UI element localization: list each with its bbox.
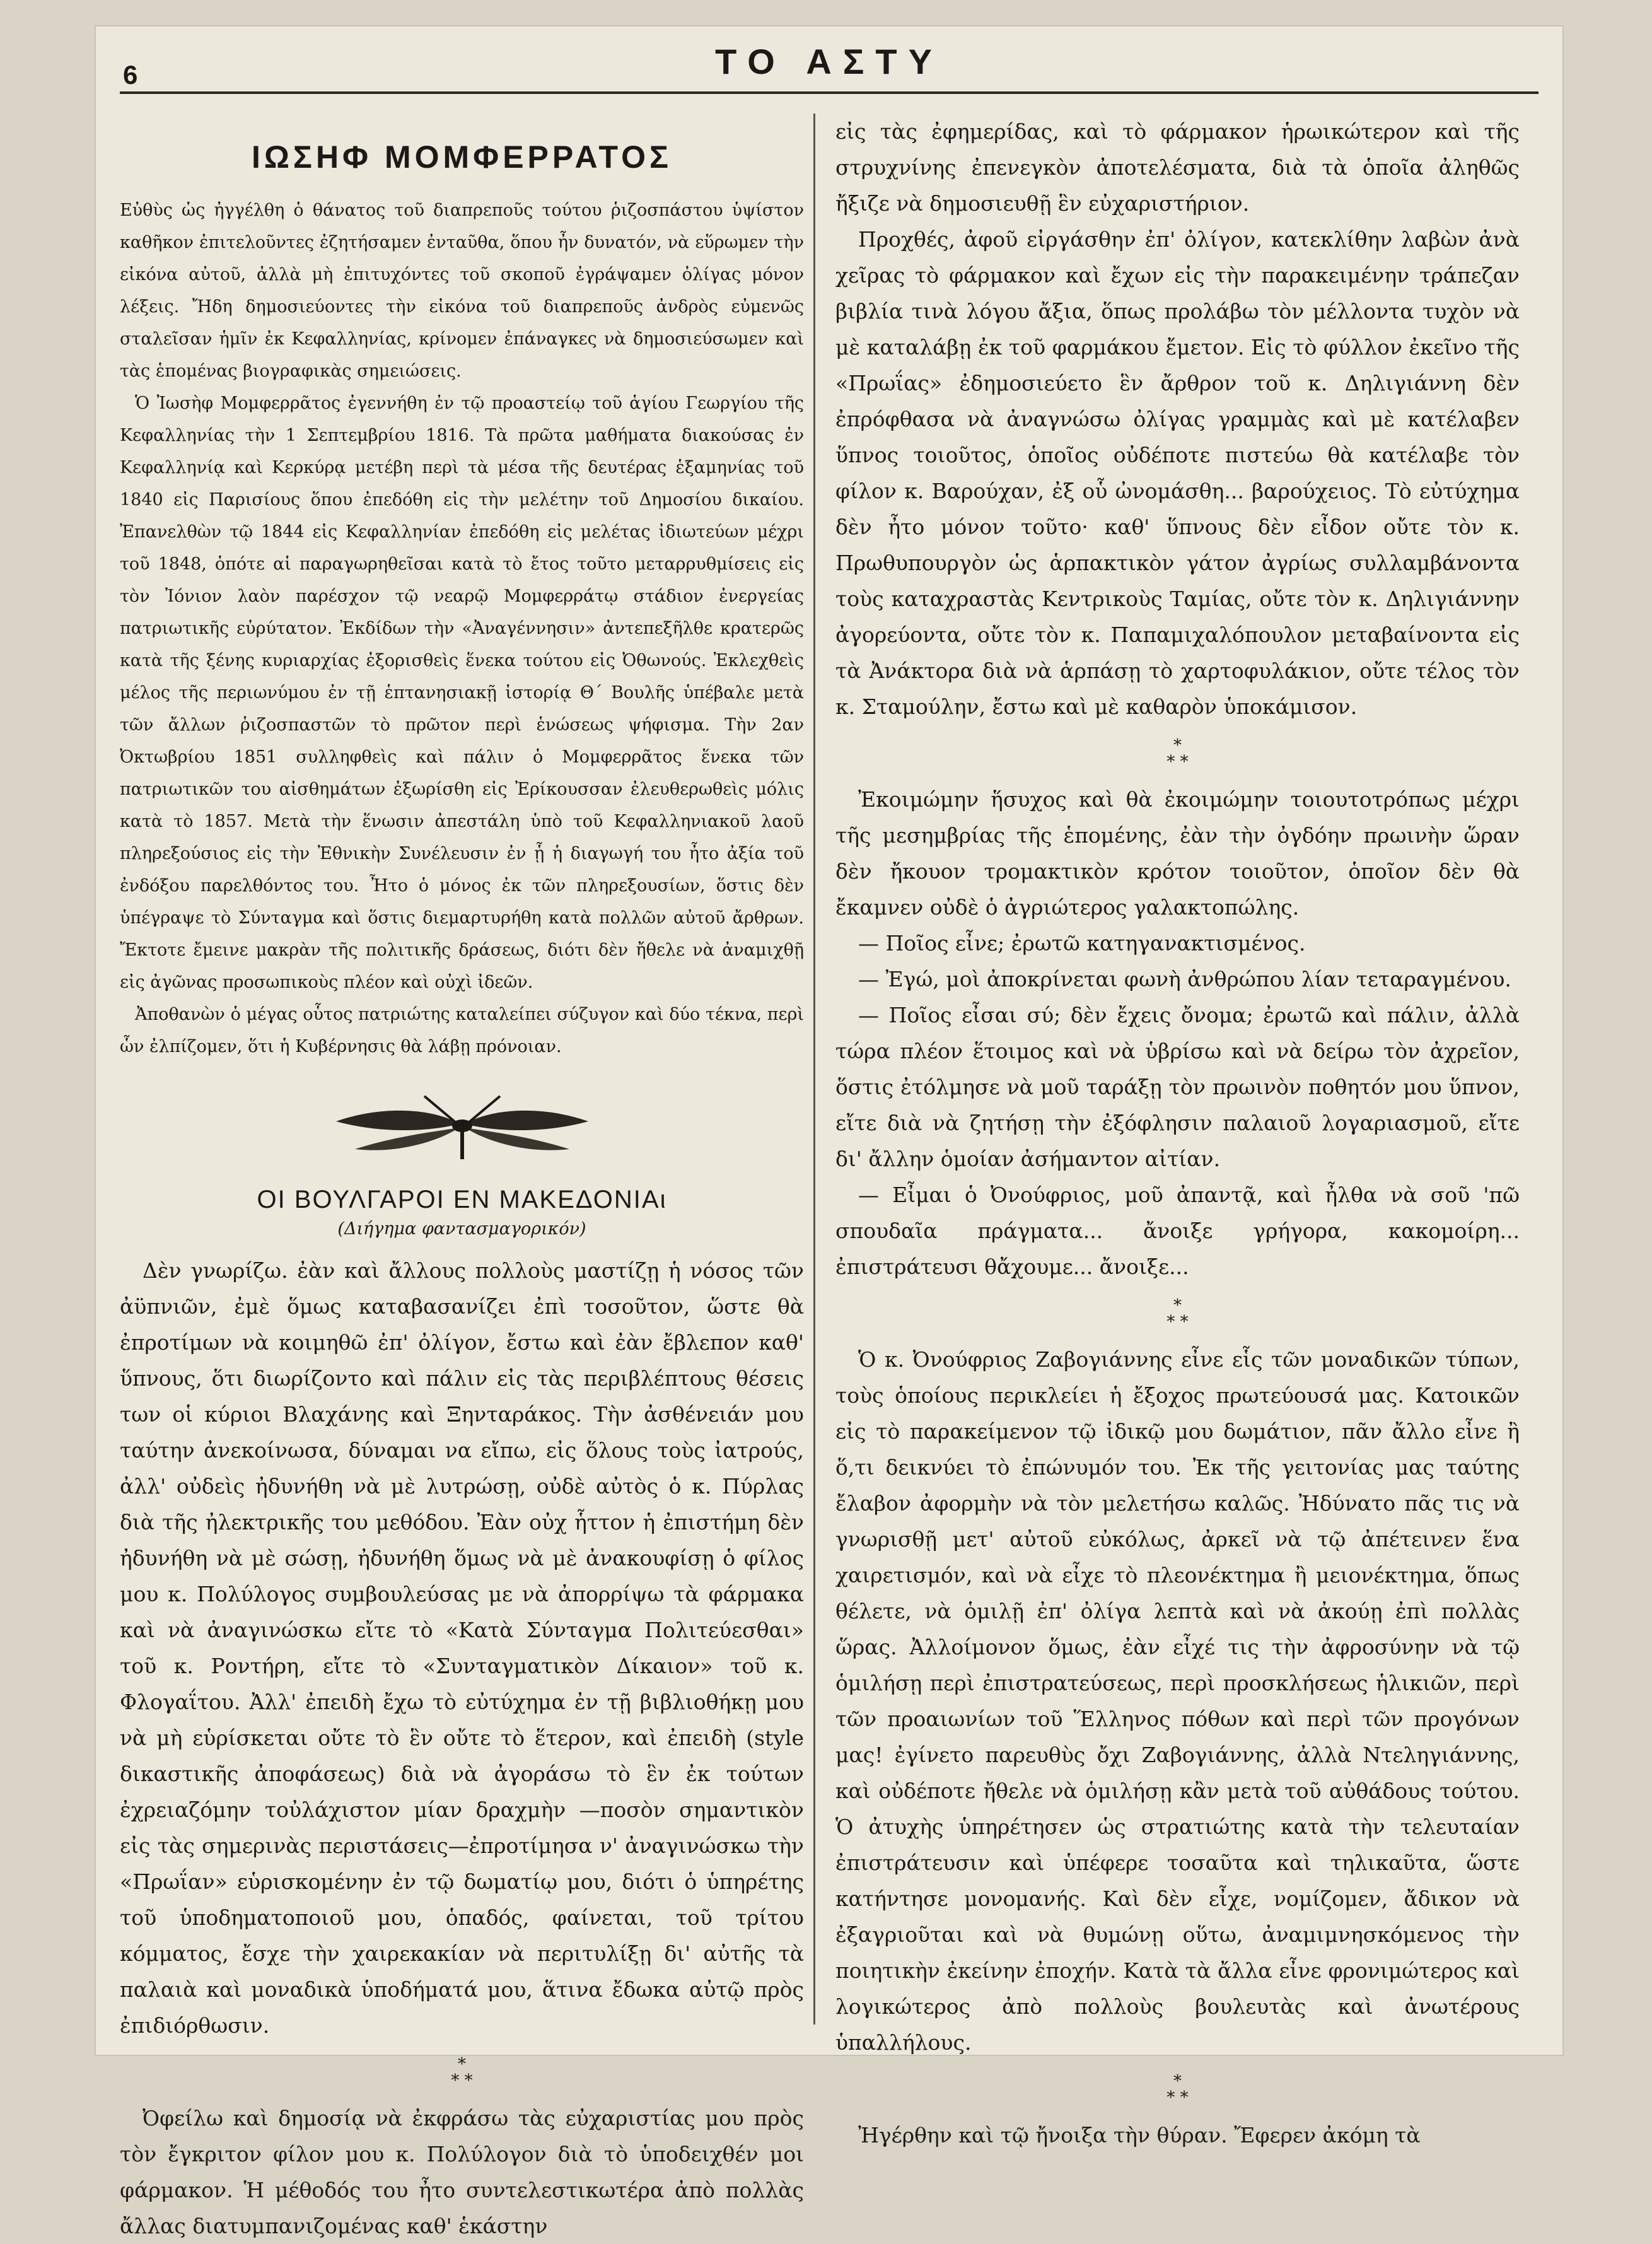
column-rule (813, 114, 815, 2025)
section-divider: * * * (1166, 2072, 1189, 2107)
article-subtitle: (Διήγημα φαντασμαγορικόν) (337, 1219, 586, 1239)
article-paragraph: Εὐθὺς ὡς ἠγγέλθη ὁ θάνατος τοῦ διαπρεποῦς τούτου ῥιζοσπάστου ὑψίστον καθῆκον ἐπιτελοῦντες ἐζητήσαμεν ἐνταῦθα, ὅπου ἦν δυνατόν, νὰ εὕρωμεν τὴν εἰκόνα αὐτοῦ, ἀλλὰ μὴ ἐπιτυχόντες τοῦ σκοποῦ ἐγράψαμεν ὀλίγας μόνον λέξεις. Ἤδη δημοσιεύοντες τὴν εἰκόνα τοῦ διαπρεποῦς ἀνδρὸς εὐμενῶς σταλεῖσαν ἡμῖν ἐκ Κεφαλληνίας, κρίνομεν ἐπάναγκες νὰ δημοσιεύσωμεν καὶ τὰς ἑπομένας βιογραφικὰς σημειώσεις. (120, 201, 804, 381)
story-paragraph: εἰς τὰς ἐφημερίδας, καὶ τὸ φάρμακον ἡρωικώτερον καὶ τῆς στρυχνίνης ἐπενεγκὸν ἀποτελέσματα, διὰ τὰ ὁποῖα ἀληθῶς ἤξιζε νὰ δημοσιευθῇ ἓν εὐχαριστήριον. (835, 119, 1520, 216)
right-column (835, 114, 1520, 2148)
header-rule (120, 91, 1539, 94)
section-divider: * * * (1166, 736, 1189, 771)
dragonfly-ornament (330, 1091, 595, 1160)
story-paragraph: Δὲν γνωρίζω. ἐὰν καὶ ἄλλους πολλοὺς μαστίζῃ ἡ νόσος τῶν ἀϋπνιῶν, ἐμὲ ὅμως καταβασανίζει ἐπὶ τοσοῦτον, ὥστε θὰ ἐπροτίμων νὰ κοιμηθῶ ἐπ' ὀλίγον, ἔστω καὶ ἐὰν ἔβλεπον καθ' ὕπνους, ὅτι διωρίζοντο καὶ πάλιν εἰς τὰς περιβλέπτους θέσεις των οἱ κύριοι Βλαχάνης καὶ Ξηνταράκος. Τὴν ἀσθένειάν μου ταύτην ἀνεκοίνωσα, δύναμαι να εἴπω, εἰς ὅλους τοὺς ἰατρούς, ἀλλ' οὐδεὶς ἠδυνήθη νὰ μὲ λυτρώσῃ, οὐδὲ αὐτὸς ὁ κ. Πύρλας διὰ τῆς ἠλεκτρικῆς του μεθόδου. Ἐὰν οὐχ ἧττον ἡ ἐπιστήμη δὲν ἠδυνήθη νὰ μὲ σώσῃ, ἠδυνήθη ὅμως νὰ μὲ ἀνακουφίσῃ ὁ φίλος μου κ. Πολύλογος συμβουλεύσας με νὰ ἀπορρίψω τὰ φάρμακα καὶ νὰ ἀναγινώσκω εἴτε τὸ «Κατὰ Σύνταγμα Πολιτεύεσθαι» τοῦ κ. Ροντήρη, εἴτε τὸ «Συνταγματικὸν Δίκαιον» τοῦ κ. Φλογαΐτου. Ἀλλ' ἐπειδὴ ἔχω τὸ εὐτύχημα ἐν τῇ βιβλιοθήκῃ μου νὰ μὴ εὑρίσκεται οὔτε τὸ ἓν οὔτε τὸ ἕτερον, καὶ ἐπειδὴ (style δικαστικῆς ἀποφάσεως) διὰ νὰ ἀγοράσω τὸ ἓν ἐκ τούτων ἐχρειαζόμην τοὐλάχιστον μίαν δραχμὴν —ποσὸν σημαντικὸν εἰς τὰς σημερινὰς περιστάσεις—ἐπροτίμησα ν' ἀναγινώσκω τὴν «Πρωΐαν» εὑρισκομένην ἐν τῷ δωματίῳ μου, διότι ὁ ὑπηρέτης τοῦ ὑποδηματοποιοῦ μου, ὁπαδός, φαίνεται, τοῦ τρίτου κόμματος, ἔσχε τὴν χαιρεκακίαν νὰ περιτυλίξῃ δι' αὐτῆς τὰ παλαιὰ καὶ μοναδικὰ ὑποδήματά μου, ἅτινα ἔδωκα αὐτῷ πρὸς ἐπιδιόρθωσιν. (120, 1258, 804, 2038)
newspaper-page (95, 25, 1564, 2238)
story-paragraph: Προχθές, ἀφοῦ εἰργάσθην ἐπ' ὀλίγον, κατεκλίθην λαβὼν ἀνὰ χεῖρας τὸ φάρμακον καὶ ἔχων εἰς τὴν παρακειμένην τράπεζαν βιβλία τινὰ λόγου ἄξια, ὅπως προλάβω τὸν μέλλοντα τυχὸν νὰ μὲ καταλάβῃ ἐκ τοῦ φαρμάκου ἔμετον. Εἰς τὸ φύλλον ἐκεῖνο τῆς «Πρωΐας» ἐδημοσιεύετο ἓν ἄρθρον τοῦ κ. Δηλιγιάννη δὲν ἐπρόφθασα νὰ ἀναγνώσω ὀλίγας γραμμὰς καὶ μὲ κατέλαβεν ὕπνος τοιοῦτος, ὁποῖος οὐδέποτε πιστεύω θὰ κατέλαβε τὸν φίλον κ. Βαρούχαν, ἐξ οὗ ὠνομάσθη... βαρούχειος. Τὸ εὐτύχημα δὲν ἦτο μόνον τοῦτο· καθ' ὕπνους δὲν εἶδον οὔτε τὸν κ. Πρωθυπουργὸν ὡς ἁρπακτικὸν γάτον ἀγρίως συλλαμβάνοντα τοὺς καταχραστὰς Κεντρικοὺς Ταμίας, οὔτε τὸν κ. Δηλιγιάννην ἀγορεύοντα, οὔτε τὸν κ. Παπαμιχαλόπουλον μεταβαίνοντα εἰς τὰ Ἀνάκτορα διὰ νὰ ἁρπάσῃ τὸ χαρτοφυλάκιον, οὔτε τέλος τὸν κ. Σταμούλην, ἔστω καὶ μὲ καθαρὸν ὑποκάμισον. (835, 227, 1520, 719)
article-paragraph: Ἀποθανὼν ὁ μέγας οὗτος πατριώτης καταλείπει σύζυγον καὶ δύο τέκνα, περὶ ὧν ἐλπίζομεν, ὅτι ἡ Κυβέρνησις θὰ λάβῃ πρόνοιαν. (120, 1005, 804, 1056)
story-paragraph: Ἐκοιμώμην ἥσυχος καὶ θὰ ἐκοιμώμην τοιουτοτρόπως μέχρι τῆς μεσημβρίας τῆς ἑπομένης, ἐὰν τὴν ὀγδόην πρωινὴν ὥραν δὲν ἤκουον τρομακτικὸν κρότον τοιοῦτον, ὁποῖον δὲν θὰ ἔκαμνεν οὐδὲ ὁ ἀγριώτερος γαλακτοπώλης. (835, 787, 1520, 920)
page-number: 6 (123, 60, 138, 90)
article-paragraph: Ὁ Ἰωσὴφ Μομφερρᾶτος ἐγεννήθη ἐν τῷ προαστείῳ τοῦ ἁγίου Γεωργίου τῆς Κεφαλληνίας τὴν 1 Σεπτεμβρίου 1816. Τὰ πρῶτα μαθήματα διακούσας ἐν Κεφαλληνίᾳ καὶ Κερκύρᾳ μετέβη περὶ τὰ μέσα τῆς δευτέρας ἑξαμηνίας τοῦ 1840 εἰς Παρισίους ὅπου ἐπεδόθη εἰς τὴν μελέτην τοῦ Δημοσίου δικαίου. Ἐπανελθὼν τῷ 1844 εἰς Κεφαλληνίαν ἐπεδόθη εἰς μελέτας ἰδιωτεύων μέχρι τοῦ 1848, ὁπότε αἱ παραγωρηθεῖσαι κατὰ τὸ ἔτος τοῦτο μεταρρυθμίσεις εἰς τὸν Ἰόνιον λαὸν παρέσχον τῷ νεαρῷ Μομφερράτῳ στάδιον ἐνεργείας πατριωτικῆς εὐρύτατον. Ἐκδίδων τὴν «Ἀναγέννησιν» ἀντεπεξῆλθε κρατερῶς κατὰ τῆς ξένης κυριαρχίας ἐξορισθεὶς ἕνεκα τούτου εἰς Ὀθωνούς. Ἐκλεχθεὶς μέλος τῆς περιωνύμου ἐν τῇ ἑπτανησιακῇ ἱστορίᾳ Θ΄ Βουλῆς ὑπέβαλε μετὰ τῶν ἄλλων ῥιζοσπαστῶν τὸ πρῶτον περὶ ἑνώσεως ψήφισμα. Τὴν 2αν Ὀκτωβρίου 1851 συλληφθεὶς καὶ πάλιν ὁ Μομφερρᾶτος ἕνεκα τῶν πατριωτικῶν του αἰσθημάτων ἐξωρίσθη εἰς Ἐρίκουσσαν ἐλευθερωθεὶς μόλις κατὰ τὸ 1857. Μετὰ τὴν ἕνωσιν ἀπεστάλη ὑπὸ τοῦ Κεφαλληνιακοῦ λαοῦ πληρεξούσιος εἰς τὴν Ἐθνικὴν Συνέλευσιν ἐν ᾗ ἡ διαγωγή του ἦτο ἀξία τοῦ ἐνδόξου παρελθόντος του. Ἦτο ὁ μόνος ἐκ τῶν πληρεξουσίων, ὅστις δὲν ὑπέγραψε τὸ Σύνταγμα καὶ ὅστις διεμαρτυρήθη κατὰ πολλῶν αὐτοῦ ἄρθρων. Ἔκτοτε ἔμεινε μακρὰν τῆς πολιτικῆς δράσεως, διότι δὲν ἤθελε νὰ ἀναμιχθῇ εἰς ἀγῶνας προσωπικοὺς πλέον καὶ οὐχὶ ἰδεῶν. (120, 394, 804, 992)
section-divider: * * * (451, 2055, 473, 2090)
section-divider: * * * (1166, 1296, 1189, 1331)
article-title-bulgarians: ΟΙ ΒΟΥΛΓΑΡΟΙ ΕΝ ΜΑΚΕΔΟΝΙΑι (257, 1186, 667, 1213)
story-paragraph: Ἠγέρθην καὶ τῷ ἤνοιξα τὴν θύραν. Ἔφερεν ἀκόμη τὰ (858, 2123, 1421, 2148)
story-paragraph: Ὀφείλω καὶ δημοσίᾳ νὰ ἐκφράσω τὰς εὐχαριστίας μου πρὸς τὸν ἔγκριτον φίλον μου κ. Πολύλογον διὰ τὸ ὑποδειχθέν μοι φάρμακον. Ἡ μέθοδός του ἦτο συντελεστικωτέρα ἀπὸ πολλὰς ἄλλας διατυμπανιζομένας καθ' ἑκάστην (120, 2106, 804, 2238)
left-column (120, 114, 804, 2238)
running-head: ΤΟ ΑΣΤΥ (715, 42, 943, 81)
dialogue-line: — Ποῖος εἶσαι σύ; δὲν ἔχεις ὄνομα; ἐρωτῶ καὶ πάλιν, ἀλλὰ τώρα πλέον ἕτοιμος καὶ νὰ ὑβρίσω καὶ νὰ δείρω τὸν ἀχρεῖον, ὅστις ἐτόλμησε νὰ μοῦ ταράξῃ τὸν πρωινὸν ποθητόν μου ὕπνον, εἴτε διὰ νὰ ζητήσῃ τὴν ἐξόφλησιν παλαιοῦ λογαριασμοῦ, εἴτε δι' ἄλλην ὁμοίαν ἀσήμαντον αἰτίαν. (835, 1003, 1520, 1171)
story-paragraph: Ὁ κ. Ὀνούφριος Ζαβογιάννης εἶνε εἷς τῶν μοναδικῶν τύπων, τοὺς ὁποίους περικλείει ἡ ἔξοχος πρωτεύουσά μας. Κατοικῶν εἰς τὸ παρακείμενον τῷ ἰδικῷ μου δωμάτιον, πᾶν ἄλλο εἶνε ἢ ὅ,τι δεικνύει τὸ ἐπώνυμόν του. Ἐκ τῆς γειτονίας μας ταύτης ἔλαβον ἀφορμὴν νὰ τὸν μελετήσω καλῶς. Ἠδύνατο πᾶς τις νὰ γνωρισθῇ μετ' αὐτοῦ εὐκόλως, ἀρκεῖ νὰ τῷ ἀπέτεινεν ἕνα χαιρετισμόν, καὶ νὰ εἶχε τὸ πλεονέκτημα ἢ μειονέκτημα, ὅπως θέλετε, νὰ ὁμιλῇ ἐπ' ὀλίγα λεπτὰ καὶ νὰ ἀκούῃ ἐπὶ πολλὰς ὥρας. Ἀλλοίμονον ὅμως, ἐὰν εἶχέ τις τὴν ἀφροσύνην νὰ τῷ ὁμιλήσῃ περὶ ἐπιστρατεύσεως, περὶ προσκλήσεως ἡλικιῶν, περὶ τῶν προαιωνίων τοῦ Ἕλληνος πόθων καὶ περὶ τῶν προγόνων μας! ἐγίνετο παρευθὺς ὄχι Ζαβογιάννης, ἀλλὰ Ντεληγιάννης, καὶ οὐδέποτε ἤθελε νὰ ὁμιλήσῃ κἂν μετὰ τοῦ αὐθάδους τούτου. Ὁ ἀτυχὴς ὑπηρέτησεν ὡς στρατιώτης κατὰ τὴν τελευταίαν ἐπιστράτευσιν καὶ ὑπέφερε τοσαῦτα καὶ τηλικαῦτα, ὥστε κατήντησε μονομανής. Καὶ δὲν εἶχε, νομίζομεν, ἄδικον νὰ ἐξαγριοῦται καὶ νὰ θυμώνῃ οὕτω, ἀναμιμνησκόμενος τὴν ποιητικὴν ἐκείνην ἐποχήν. Κατὰ τὰ ἄλλα εἶνε φρονιμώτερος καὶ λογικώτερος ἀπὸ πολλοὺς βουλευτὰς καὶ ἀνωτέρους ὑπαλλήλους. (835, 1347, 1520, 2055)
dialogue-line: — Εἶμαι ὁ Ὀνούφριος, μοῦ ἀπαντᾷ, καὶ ἦλθα νὰ σοῦ 'πῶ σπουδαῖα πράγματα... ἄνοιξε γρήγορα, κακομοίρη... ἐπιστράτευσι θἄχουμε... ἄνοιξε... (835, 1183, 1520, 1279)
article-title-momferratos: ΙΩΣΗΦ ΜΟΜΦΕΡΡΑΤΟΣ (251, 139, 673, 175)
dialogue-line: — Ἐγώ, μοὶ ἀποκρίνεται φωνὴ ἀνθρώπου λίαν τεταραγμένου. (858, 967, 1511, 991)
dialogue-line: — Ποῖος εἶνε; ἐρωτῶ κατηγανακτισμένος. (858, 931, 1306, 955)
